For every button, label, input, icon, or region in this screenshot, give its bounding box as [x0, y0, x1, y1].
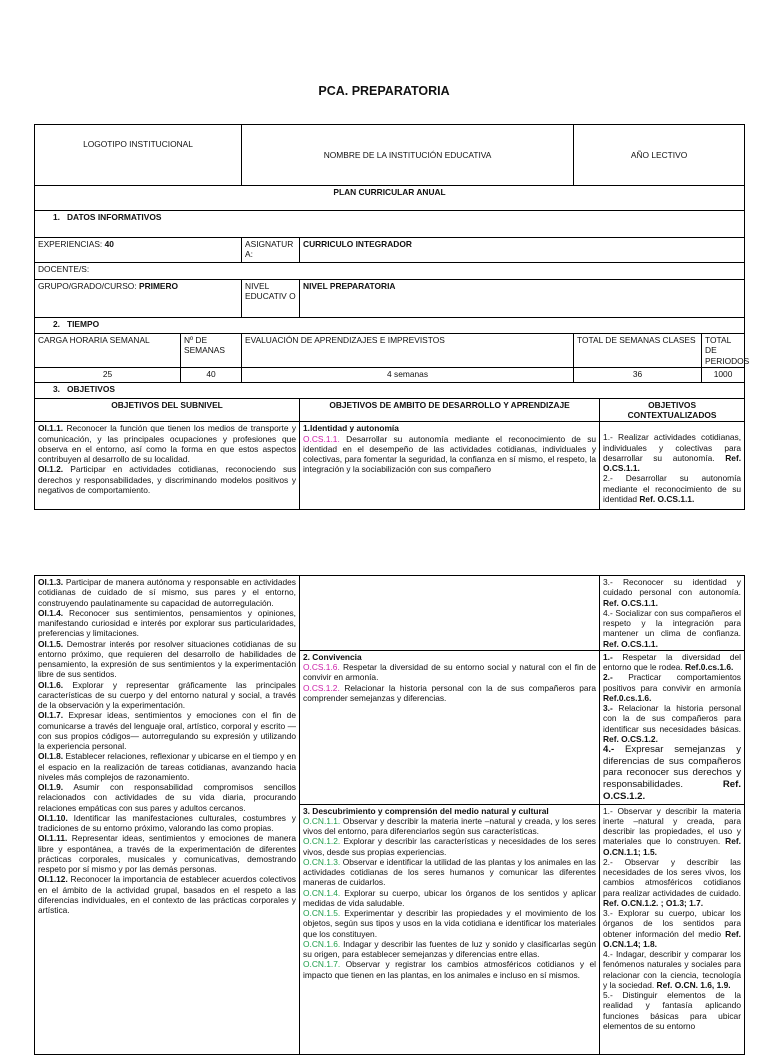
contextualizados-cell [600, 576, 745, 651]
objective-item: OI.1.7. Expresar ideas, sentimientos y emociones con el fin de comunicarse a través del lenguaje oral, artístico, corporal y escrito —con sus propios códigos— autorregulando su expresión y utilizando la experiencia personal. [38, 710, 296, 751]
subnivel-cell [35, 422, 300, 510]
objective-item: O.CS.1.1. Desarrollar su autonomía mediante el reconocimiento de su identidad en el desempeño de las actividades cotidianas, individuales y colectivas, para fomentar la seguridad, la confianza en sí mismo, el respeto, la integración y la sociabilización con sus compañero [303, 433, 597, 475]
objective-item: OI.1.2. Participar en actividades cotidianas, reconociendo sus derechos y responsabilidades, y discriminando modelos positivos y negativos de comportamiento. [38, 464, 297, 495]
objective-item: O.CS.1.2. Relacionar la historia personal con la de sus compañeros para comprender semejanzas y diferencias. [303, 682, 596, 703]
header-subnivel: OBJETIVOS DEL SUBNIVEL [35, 398, 300, 422]
section-tiempo: 2. TIEMPO [35, 318, 745, 334]
objective-item: OI.1.10. Identificar las manifestaciones culturales, costumbres y tradiciones de su entorno próximo, valorando las como propias. [38, 812, 296, 833]
objective-item: 3.- Reconocer su identidad y cuidado personal con autonomía. Ref. O.CS.1.1. [603, 577, 741, 608]
ambito-cell [300, 422, 600, 510]
objective-item: 2.- Practicar comportamientos positivos para convivir en armonía Ref.0.cs.1.6. [603, 672, 741, 703]
header-contextualizados: OBJETIVOS CONTEXTUALIZADOS [600, 398, 745, 422]
objective-item: OI.1.9. Asumir con responsabilidad compromisos sencillos relacionados con actividades de su vida diaria, procurando relaciones empáticas con sus pares y adultos cercanos. [38, 782, 296, 813]
ambito-title: 1.Identidad y autonomía [303, 423, 399, 434]
tiempo-header-total-semanas: TOTAL DE SEMANAS CLASES [574, 334, 702, 368]
contextualizados-cell [600, 804, 745, 1054]
subnivel-cell [35, 576, 300, 1055]
page-title: PCA. PREPARATORIA [318, 84, 450, 98]
objective-item: O.CN.1.2. Explorar y describir las características y necesidades de los seres vivos, desde sus propias experiencias. [303, 836, 596, 857]
objective-item: 4.- Indagar, describir y comparar los fenómenos naturales y sociales para relacionar con la ciencia, tecnología y la sociedad. Ref. O.CN. 1.6, 1.9. [603, 949, 741, 990]
objective-item: 1.- Respetar la diversidad del entorno que le rodea. Ref.0.cs.1.6. [603, 651, 741, 672]
plan-title: PLAN CURRICULAR ANUAL [35, 186, 745, 211]
objective-item: 3.- Explorar su cuerpo, ubicar los órganos de los sentidos para obtener información del medio Ref. O.CN.1.4; 1.8. [603, 908, 741, 949]
convivencia-cell [300, 650, 600, 804]
tiempo-header-evaluacion: EVALUACIÓN DE APRENDIZAJES E IMPREVISTOS [242, 334, 574, 368]
experiencias-cell: EXPERIENCIAS: 40 [35, 238, 242, 263]
nivel-value: NIVEL PREPARATORIA [300, 280, 745, 318]
objective-item: 2.- Desarrollar su autonomía mediante el reconocimiento de su identidad Ref. O.CS.1.1. [603, 473, 742, 504]
objective-item: 4.- Socializar con sus compañeros el respeto y la integración para mantener un clima de confianza. Ref. O.CS.1.1. [603, 607, 741, 649]
tiempo-header-semanas: Nº DE SEMANAS [181, 334, 242, 368]
section-datos-informativos: 1. DATOS INFORMATIVOS [35, 211, 745, 238]
section-objetivos: 3. OBJETIVOS [35, 382, 745, 398]
descubrimiento-cell [300, 804, 600, 1054]
objective-item: 5.- Distinguir elementos de la realidad y fantasía aplicando funciones básicas para ubicar elementos de su entorno [603, 990, 741, 1031]
school-year: AÑO LECTIVO [574, 125, 745, 186]
objective-item: 1.- Observar y describir la materia inerte –natural y creada, para describir las propiedades, el uso y materiales que lo construyen. Ref. O.CN.1.1; 1.5. [603, 805, 741, 857]
asignatura-label: ASIGNATUR A: [242, 238, 300, 263]
objective-item: O.CN.1.4. Explorar su cuerpo, ubicar los órganos de los sentidos y aplicar medidas de vida saludable. [303, 887, 596, 908]
tiempo-value-evaluacion: 4 semanas [242, 367, 574, 382]
objective-item: OI.1.6. Explorar y representar gráficamente las principales características de su cuerpo y del entorno natural y social, a través de la observación y la experimentación. [38, 679, 296, 710]
header-ambito: OBJETIVOS DE AMBITO DE DESARROLLO Y APRENDIZAJE [300, 398, 600, 422]
nivel-label: NIVEL EDUCATIV O [242, 280, 300, 318]
objective-item: O.CN.1.1. Observar y describir la materia inerte –natural y creada, y los seres vivos del entorno, para diferenciarlos según sus características. [303, 815, 596, 837]
docente-cell: DOCENTE/S: [35, 263, 745, 280]
grupo-cell: GRUPO/GRADO/CURSO: PRIMERO [35, 280, 242, 318]
ambito-empty-cell [300, 576, 600, 651]
objective-item: OI.1.5. Demostrar interés por resolver situaciones cotidianas de su entorno próximo, que requieren del desarrollo de habilidades de pensamiento, la expresión de sus sentimientos y la experimentación libre de sus sentidos. [38, 638, 296, 680]
objective-item: 1.- Realizar actividades cotidianas, individuales y colectivas para desarrollar su autonomía. Ref. O.CS.1.1. [603, 432, 742, 473]
objective-item: OI.1.4. Reconocer sus sentimientos, pensamientos y opiniones, manifestando curiosidad e interés por explorar sus particularidades, preferencias y limitaciones. [38, 607, 296, 639]
objective-item: O.CS.1.6. Respetar la diversidad de su entorno social y natural con el fin de convivir en armonía. [303, 662, 596, 683]
contextualizados-cell [600, 650, 745, 804]
objective-item: OI.1.12. Reconocer la importancia de establecer acuerdos colectivos en el ámbito de la actividad grupal, basados en el respeto a las diferencias individuales, en el contexto de las prácticas corporales y artística. [38, 874, 296, 915]
ambito-title: 3. Descubrimiento y comprensión del medio natural y cultural [303, 805, 549, 816]
tiempo-value-total-periodos: 1000 [702, 367, 745, 382]
tiempo-value-semanas: 40 [181, 367, 242, 382]
contextualizados-cell [600, 422, 745, 510]
logo-placeholder: LOGOTIPO INSTITUCIONAL [35, 125, 242, 186]
institution-name: NOMBRE DE LA INSTITUCIÓN EDUCATIVA [242, 125, 574, 186]
asignatura-value: CURRICULO INTEGRADOR [300, 238, 745, 263]
objective-item: O.CN.1.3. Observar e identificar la utilidad de las plantas y los animales en las actividades cotidianas de los seres humanos y comunicar las diferentes maneras de cuidarlos. [303, 856, 596, 888]
tiempo-header-total-periodos: TOTAL DE PERIODOS [702, 334, 745, 368]
objective-item: OI.1.8. Establecer relaciones, reflexionar y ubicarse en el tiempo y en el espacio en la realización de tareas cotidianas, avanzando hacia niveles más complejos de razonamiento. [38, 751, 296, 782]
objective-item: 4.- Expresar semejanzas y diferencias de sus compañeros para reconocer sus derechos y responsabilidades. Ref. O.CS.1.2. [603, 744, 741, 802]
objectives-table-continued [34, 575, 745, 1055]
objective-item: O.CN.1.7. Observar y registrar los cambios atmosféricos cotidianos y el impacto que tienen en las plantas, en los animales e incluso en sí mismos. [303, 959, 596, 980]
tiempo-header-carga: CARGA HORARIA SEMANAL [35, 334, 181, 368]
objective-item: 3.- Relacionar la historia personal con la de sus compañeros para identificar sus necesidades básicas. Ref. O.CS.1.2. [603, 703, 741, 744]
objective-item: 2.- Observar y describir las necesidades de los seres vivos, los cambios atmosféricos cotidianos para realizar actividades de cuidado. Ref. O.CN.1.2. ; O1.3; 1.7. [603, 856, 741, 908]
objective-item: OI.1.1. Reconocer la función que tienen los medios de transporte y comunicación, y las principales ocupaciones y profesiones que observa en el entorno, así como la forma en que estos aspectos contribuyen al desarrollo de su localidad. [38, 423, 297, 464]
objective-item: OI.1.11. Representar ideas, sentimientos y emociones de manera libre y espontánea, a través de la experimentación de diferentes prácticas corporales, musicales y comunicativas, demostrando respeto por sí mismo y por las demás personas. [38, 833, 296, 874]
plan-table [34, 124, 750, 510]
objective-item: O.CN.1.5. Experimentar y describir las propiedades y el movimiento de los objetos, según sus tipos y usos en la vida cotidiana e identificar los materiales que los constituyen. [303, 908, 596, 939]
objective-item: O.CN.1.6. Indagar y describir las fuentes de luz y sonido y clasificarlas según su origen, para establecer semejanzas y diferencias entre ellas. [303, 938, 596, 960]
tiempo-value-total-semanas: 36 [574, 367, 702, 382]
objective-item: OI.1.3. Participar de manera autónoma y responsable en actividades cotidianas de cuidado de sí mismo, sus pares y el entorno, construyendo paulatinamente su capacidad de autorregulación. [38, 577, 296, 608]
ambito-title: 2. Convivencia [303, 651, 362, 662]
tiempo-value-carga: 25 [35, 367, 181, 382]
